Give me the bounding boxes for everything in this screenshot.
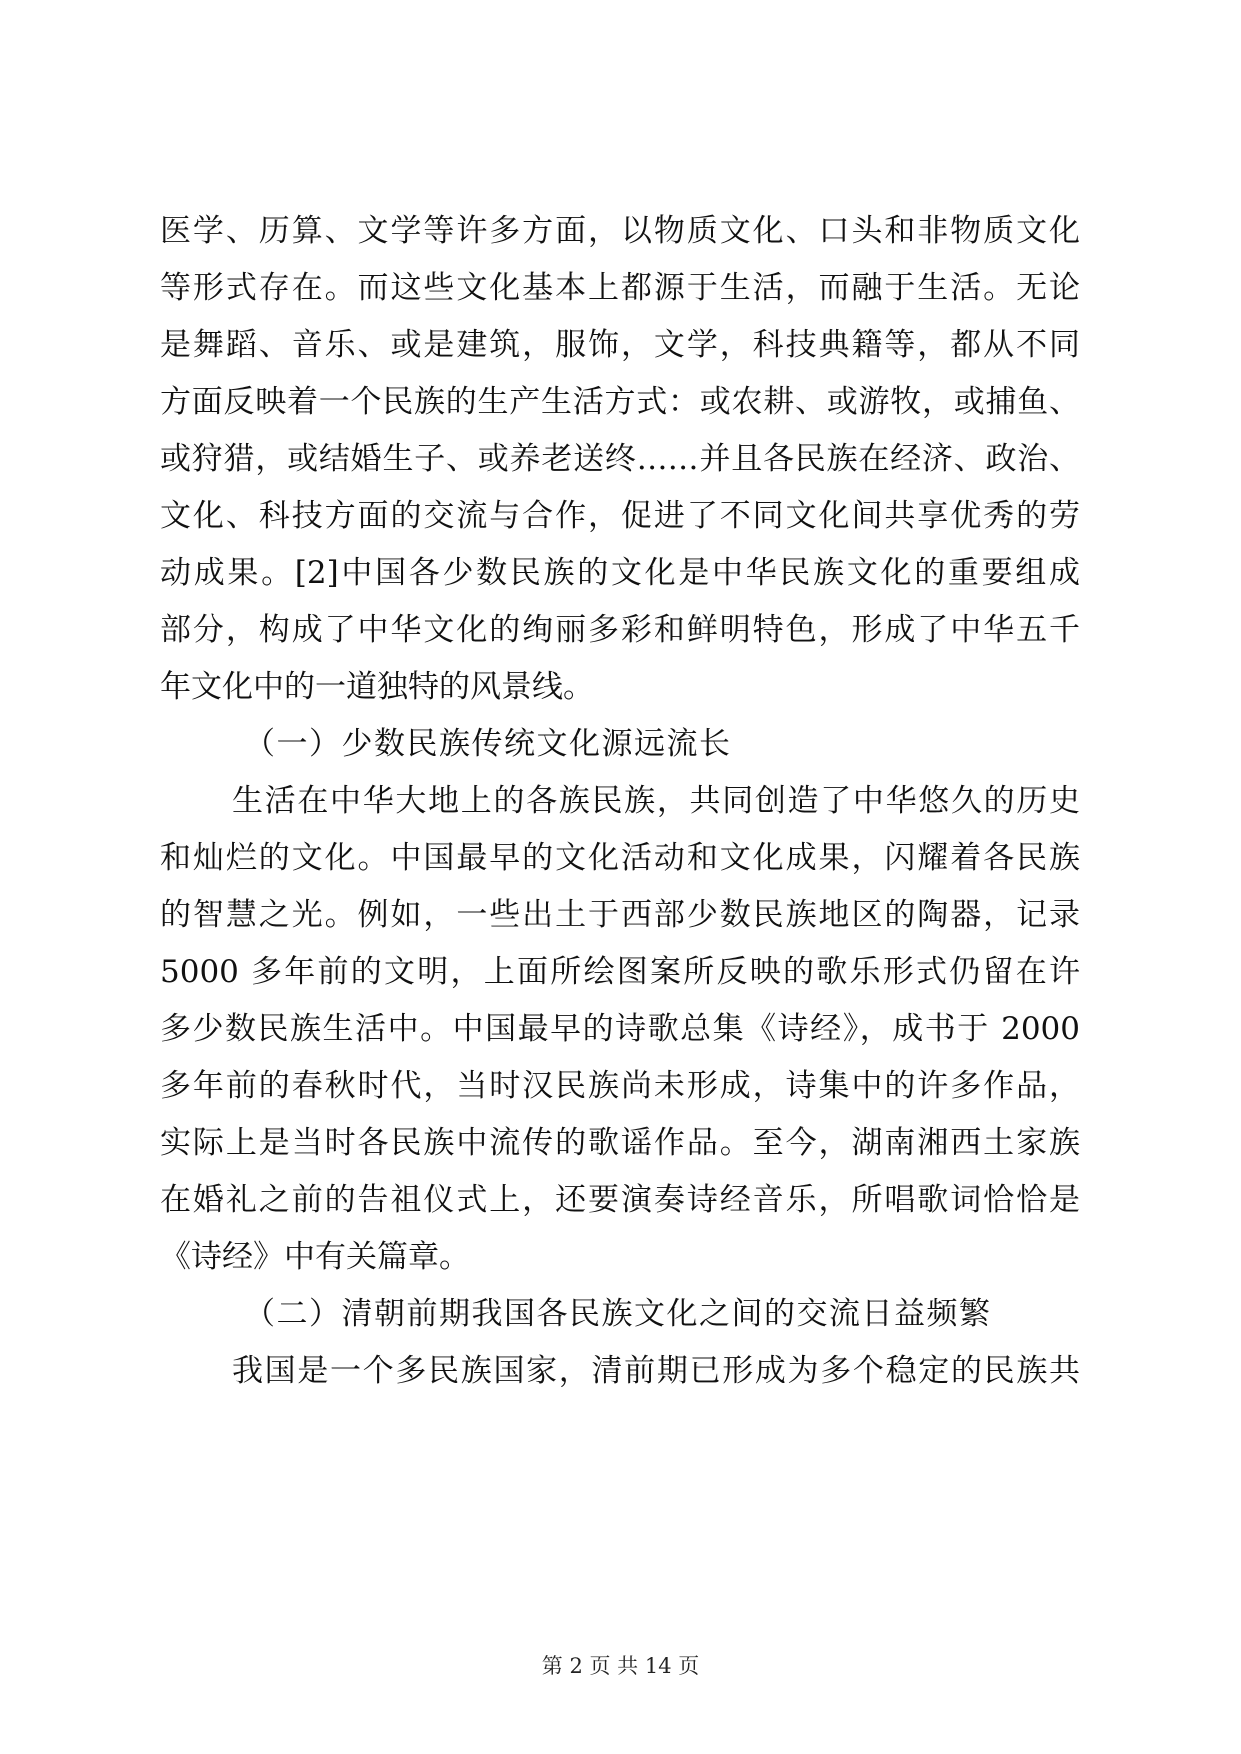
paragraph-line: 我国是一个多民族国家，清前期已形成为多个稳定的民族共	[232, 1353, 1080, 1389]
paragraph-line: 文化、科技方面的交流与合作，促进了不同文化间共享优秀的劳	[160, 498, 1080, 534]
paragraph-line: 多少数民族生活中。中国最早的诗歌总集《诗经》，成书于 2000	[160, 1011, 1080, 1047]
paragraph-line: 是舞蹈、音乐、或是建筑，服饰，文学，科技典籍等，都从不同	[160, 327, 1080, 363]
paragraph-line: 生活在中华大地上的各族民族，共同创造了中华悠久的历史	[232, 783, 1080, 819]
page-footer: 第 2 页 共 14 页	[541, 1654, 700, 1678]
paragraph-line: 部分，构成了中华文化的绚丽多彩和鲜明特色，形成了中华五千	[160, 612, 1080, 648]
paragraph-line: 方面反映着一个民族的生产生活方式：或农耕、或游牧，或捕鱼、	[160, 384, 1080, 420]
paragraph-line: 《诗经》中有关篇章。	[160, 1239, 470, 1275]
section-heading: （二）清朝前期我国各民族文化之间的交流日益频繁	[244, 1296, 992, 1332]
paragraph-line: 多年前的春秋时代，当时汉民族尚未形成，诗集中的许多作品，	[160, 1068, 1080, 1104]
section-heading: （一）少数民族传统文化源远流长	[244, 726, 732, 762]
paragraph-line: 年文化中的一道独特的风景线。	[160, 669, 594, 705]
paragraph-line: 动成果。[2]中国各少数民族的文化是中华民族文化的重要组成	[160, 555, 1080, 591]
paragraph-line: 的智慧之光。例如，一些出土于西部少数民族地区的陶器，记录	[160, 897, 1080, 933]
paragraph-line: 等形式存在。而这些文化基本上都源于生活，而融于生活。无论	[160, 270, 1080, 306]
paragraph-line: 实际上是当时各民族中流传的歌谣作品。至今，湖南湘西土家族	[160, 1125, 1080, 1161]
paragraph-line: 5000 多年前的文明，上面所绘图案所反映的歌乐形式仍留在许	[160, 954, 1080, 990]
paragraph-line: 在婚礼之前的告祖仪式上，还要演奏诗经音乐，所唱歌词恰恰是	[160, 1182, 1080, 1218]
paragraph-line: 医学、历算、文学等许多方面，以物质文化、口头和非物质文化	[160, 213, 1080, 249]
paragraph-line: 和灿烂的文化。中国最早的文化活动和文化成果，闪耀着各民族	[160, 840, 1080, 876]
paragraph-line: 或狩猎，或结婚生子、或养老送终……并且各民族在经济、政治、	[160, 441, 1080, 477]
